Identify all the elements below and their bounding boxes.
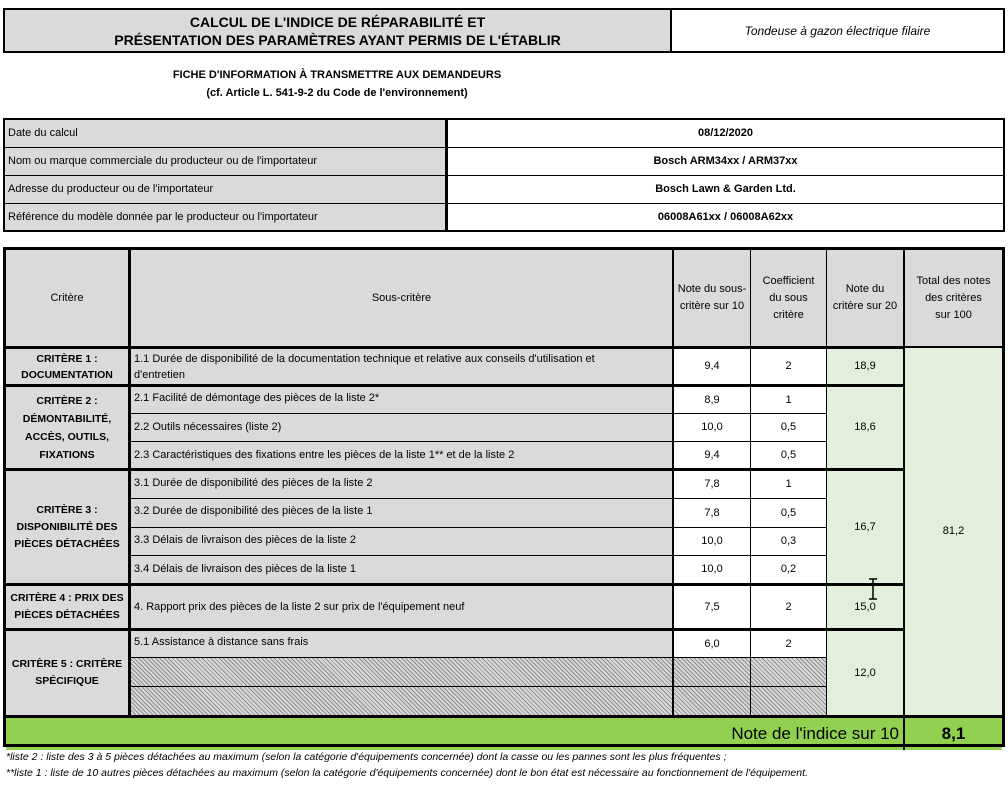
criterion-3-note: 16,7 bbox=[854, 520, 876, 533]
sub-note-2-2: 10,0 bbox=[701, 421, 723, 433]
sub-note-5-1: 6,0 bbox=[704, 637, 720, 650]
sub-note-3-1: 7,8 bbox=[704, 478, 720, 490]
header-critere: Critère bbox=[50, 291, 84, 304]
info-label-address: Adresse du producteur ou de l'importateur bbox=[8, 183, 214, 195]
title-line-1: CALCUL DE L'INDICE DE RÉPARABILITÉ ET bbox=[189, 13, 486, 30]
criterion-2-label: CRITÈRE 2 : DÉMONTABILITÉ, ACCÈS, OUTILS, FIXATIONS bbox=[22, 394, 112, 461]
sub-criterion-3-3: 3.3 Délais de livraison des pièces de la liste 2 bbox=[134, 534, 356, 546]
title-box bbox=[3, 8, 671, 53]
subtitle-line-2: (cf. Article L. 541-9-2 du Code de l'environnement) bbox=[206, 87, 468, 99]
text-cursor-icon bbox=[867, 578, 879, 600]
sub-criterion-2-2: 2.2 Outils nécessaires (liste 2) bbox=[134, 421, 282, 433]
product-type: Tondeuse à gazon électrique filaire bbox=[744, 23, 931, 38]
info-value-address: Bosch Lawn & Garden Ltd. bbox=[655, 183, 796, 195]
footnote-liste-2: *liste 2 : liste des 3 à 5 pièces détachées au maximum (selon la catégorie d'équipements concernée) dont la casse ou les pannes sont les plus fréquentes ; bbox=[6, 751, 727, 763]
criterion-5-label: CRITÈRE 5 : CRITÈRE SPÉCIFIQUE bbox=[11, 658, 123, 687]
info-value-date: 08/12/2020 bbox=[697, 127, 754, 139]
index-value: 8,1 bbox=[941, 724, 966, 743]
info-label-reference: Référence du modèle donnée par le producteur ou l'importateur bbox=[8, 210, 318, 223]
subtitle-line-1: FICHE D'INFORMATION À TRANSMETTRE AUX DEMANDEURS bbox=[172, 69, 502, 81]
sub-coef-2-1: 1 bbox=[785, 393, 792, 406]
sub-note-2-1: 8,9 bbox=[704, 393, 720, 406]
info-value-brand: Bosch ARM34xx / ARM37xx bbox=[653, 155, 798, 167]
sub-coef-3-3: 0,3 bbox=[780, 535, 797, 547]
sub-criterion-1-1: 1.1 Durée de disponibilité de la documentation technique et relative aux conseils d'utilisation et d'entretien bbox=[134, 352, 595, 381]
criterion-3-label: CRITÈRE 3 : DISPONIBILITÉ DES PIÈCES DÉTACHÉES bbox=[14, 503, 120, 550]
sub-note-3-4: 10,0 bbox=[701, 563, 723, 575]
sub-coef-3-1: 1 bbox=[785, 478, 792, 490]
header-sous-critere: Sous-critère bbox=[371, 291, 432, 304]
header-note-sous-critere: Note du sous- critère sur 10 bbox=[677, 283, 747, 312]
sub-note-4: 7,5 bbox=[704, 600, 720, 613]
criterion-1-note: 18,9 bbox=[854, 360, 876, 372]
title-line-2: PRÉSENTATION DES PARAMÈTRES AYANT PERMIS DE L'ÉTABLIR bbox=[114, 31, 561, 48]
header-total: Total des notes des critères sur 100 bbox=[916, 274, 991, 321]
criteria-table bbox=[3, 247, 1005, 747]
sub-coef-4: 2 bbox=[785, 600, 792, 613]
sub-note-3-2: 7,8 bbox=[704, 506, 720, 519]
sub-criterion-4: 4. Rapport prix des pièces de la liste 2 sur prix de l'équipement neuf bbox=[134, 600, 465, 613]
header-note-critere: Note du critère sur 20 bbox=[832, 283, 898, 312]
sub-coef-2-3: 0,5 bbox=[780, 448, 797, 461]
criterion-4-label: CRITÈRE 4 : PRIX DES PIÈCES DÉTACHÉES bbox=[10, 592, 124, 621]
sub-coef-1-1: 2 bbox=[785, 360, 792, 372]
sub-criterion-5-1: 5.1 Assistance à distance sans frais bbox=[134, 635, 309, 648]
total-score: 81,2 bbox=[942, 525, 965, 537]
criterion-1-label: CRITÈRE 1 : DOCUMENTATION bbox=[21, 352, 113, 381]
footnote-liste-1: **liste 1 : liste de 10 autres pièces détachées au maximum (selon la catégorie d'équipements concernée) dont le bon état est nécessaire au fonctionnement de l'équipement. bbox=[6, 767, 808, 779]
sub-criterion-2-3: 2.3 Caractéristiques des fixations entre les pièces de la liste 1** et de la liste 2 bbox=[134, 448, 515, 461]
sub-criterion-3-2: 3.2 Durée de disponibilité des pièces de la liste 1 bbox=[134, 505, 373, 517]
sub-coef-3-2: 0,5 bbox=[780, 506, 797, 519]
info-value-reference: 06008A61xx / 06008A62xx bbox=[657, 210, 794, 223]
sub-note-1-1: 9,4 bbox=[704, 360, 720, 372]
sub-note-2-3: 9,4 bbox=[704, 448, 720, 461]
criterion-2-note: 18,6 bbox=[854, 421, 876, 433]
index-label: Note de l'indice sur 10 bbox=[731, 724, 899, 743]
sub-criterion-3-1: 3.1 Durée de disponibilité des pièces de la liste 2 bbox=[134, 477, 373, 489]
sub-coef-5-1: 2 bbox=[785, 637, 792, 650]
header-coefficient: Coefficient du sous critère bbox=[762, 274, 815, 321]
product-type-box bbox=[670, 8, 1005, 53]
sub-coef-3-4: 0,2 bbox=[780, 563, 797, 575]
criterion-5-note: 12,0 bbox=[854, 666, 876, 679]
sub-criterion-2-1: 2.1 Facilité de démontage des pièces de la liste 2* bbox=[134, 391, 380, 404]
info-label-brand: Nom ou marque commerciale du producteur ou de l'importateur bbox=[8, 155, 318, 167]
info-table bbox=[3, 118, 1005, 232]
info-label-date: Date du calcul bbox=[8, 127, 78, 139]
criterion-4-note: 15,0 bbox=[854, 600, 876, 613]
sub-coef-2-2: 0,5 bbox=[780, 421, 797, 433]
sub-criterion-3-4: 3.4 Délais de livraison des pièces de la liste 1 bbox=[134, 563, 356, 575]
sub-note-3-3: 10,0 bbox=[701, 535, 723, 547]
